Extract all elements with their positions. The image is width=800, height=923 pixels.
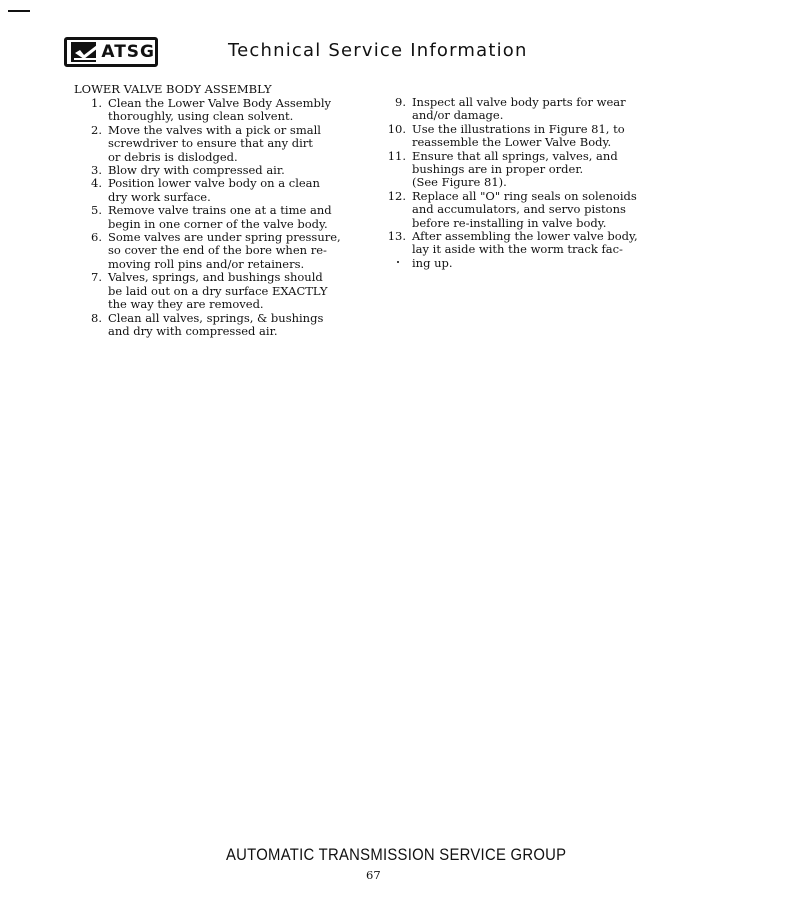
step-text-line: Clean the Lower Valve Body Assembly [108, 96, 332, 110]
step-number: 13. [387, 229, 406, 244]
step-text-line: lay it aside with the worm track fac- [412, 242, 623, 257]
step-number: 4. [91, 176, 102, 191]
step-text [108, 164, 285, 177]
step-text [108, 204, 332, 231]
step-text-line: and dry with compressed air. [108, 323, 278, 338]
step-text-line: Use the illustrations in Figure 81, to [412, 121, 625, 136]
step-text-line: Ensure that all springs, valves, and [412, 148, 618, 163]
step-text-line: Blow dry with compressed air. [108, 163, 285, 178]
step-item [384, 190, 638, 230]
step-text [108, 97, 331, 124]
step-number: 1. [91, 96, 102, 110]
step-text-line: Valves, springs, and bushings should [108, 270, 323, 285]
page-number: 67 [366, 868, 381, 882]
steps-right-column [384, 96, 638, 270]
checkmark-icon [71, 42, 96, 62]
step-item [384, 96, 638, 123]
step-item [80, 124, 341, 164]
step-text-line: before re-installing in valve body. [412, 215, 607, 230]
step-text-line: or debris is dislodged. [108, 149, 238, 164]
step-text [412, 190, 637, 230]
corner-mark [8, 10, 30, 12]
step-text-line: Remove valve trains one at a time and [108, 203, 332, 218]
step-item [384, 123, 638, 150]
step-item [80, 177, 341, 204]
scan-speck [397, 261, 399, 263]
footer-organization: AUTOMATIC TRANSMISSION SERVICE GROUP [226, 846, 567, 864]
step-text-line: dry work surface. [108, 189, 211, 204]
step-text [412, 123, 625, 150]
step-item [384, 230, 638, 270]
step-number: 6. [91, 230, 102, 245]
step-text-line: be laid out on a dry surface EXACTLY [108, 283, 328, 298]
step-text [108, 177, 320, 204]
step-item [80, 164, 341, 177]
step-text-line: Move the valves with a pick or small [108, 122, 321, 137]
step-number: 3. [91, 163, 102, 178]
step-text-line: screwdriver to ensure that any dirt [108, 136, 313, 151]
page-title: Technical Service Information [228, 40, 528, 61]
step-text-line: Some valves are under spring pressure, [108, 230, 341, 245]
step-text-line: so cover the end of the bore when re- [108, 243, 327, 258]
step-text [412, 230, 638, 270]
step-text [108, 312, 323, 339]
atsg-logo [64, 37, 158, 67]
step-number: 11. [387, 148, 406, 163]
section-heading: LOWER VALVE BODY ASSEMBLY [74, 82, 272, 96]
step-number: 12. [387, 188, 406, 203]
step-text-line: and/or damage. [412, 108, 504, 123]
step-item [384, 150, 638, 190]
step-text-line: begin in one corner of the valve body. [108, 216, 328, 231]
step-text-line: reassemble the Lower Valve Body. [412, 135, 612, 150]
step-text [412, 150, 618, 190]
logo-text: ATSG [101, 42, 155, 62]
step-number: 7. [91, 270, 102, 285]
steps-left-column [80, 97, 341, 338]
step-text-line: bushings are in proper order. [412, 162, 584, 177]
step-item [80, 204, 341, 231]
step-text-line: thoroughly, using clean solvent. [108, 109, 294, 124]
step-number: 5. [91, 203, 102, 218]
step-item [80, 312, 341, 339]
step-text-line: Replace all "O" ring seals on solenoids [412, 188, 637, 203]
step-text-line: Clean all valves, springs, & bushings [108, 310, 324, 325]
step-number: 8. [91, 310, 102, 325]
step-text-line: After assembling the lower valve body, [412, 229, 638, 244]
step-text-line: and accumulators, and servo pistons [412, 202, 626, 217]
step-number: 9. [395, 95, 406, 109]
step-item [80, 97, 341, 124]
step-text [108, 231, 341, 271]
step-text-line: Position lower valve body on a clean [108, 176, 320, 191]
step-text [108, 124, 321, 164]
step-text-line: Inspect all valve body parts for wear [412, 95, 626, 109]
step-item [80, 231, 341, 271]
step-text [412, 96, 626, 123]
step-text-line: moving roll pins and/or retainers. [108, 256, 305, 271]
step-item [80, 271, 341, 311]
step-text-line: ing up. [412, 255, 453, 270]
step-text [108, 271, 327, 311]
step-number: 10. [387, 121, 406, 136]
step-number: 2. [91, 122, 102, 137]
step-text-line: the way they are removed. [108, 297, 264, 312]
step-text-line: (See Figure 81). [412, 175, 507, 190]
